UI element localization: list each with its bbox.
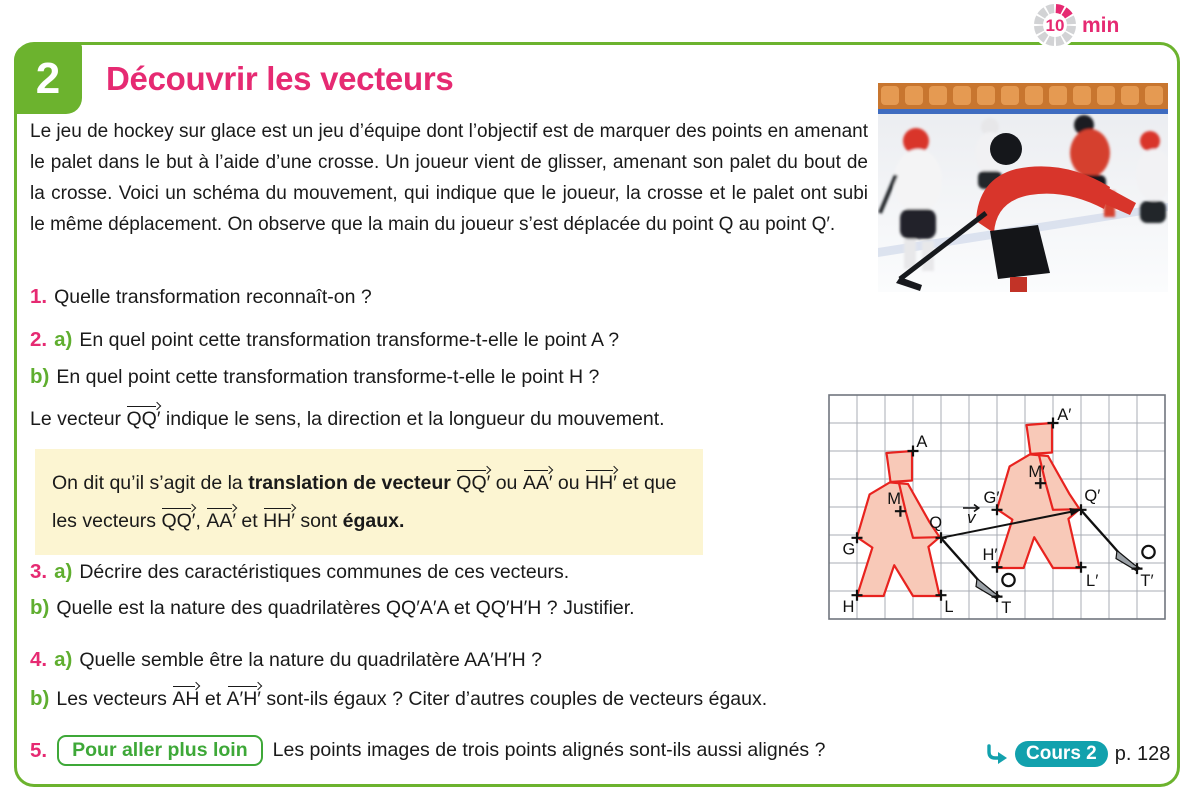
timer-segment — [1039, 18, 1041, 25]
question-letter: a) — [54, 560, 73, 583]
point-label: A — [916, 432, 928, 451]
question-letter: b) — [30, 365, 50, 388]
point-label: Q — [929, 514, 943, 532]
definition-note-box: On dit qu’il s’agit de la translation de vecteur QQ′ ou AA′ ou HH′ et que les vecteurs QQ′, AA′ et HH′ sont égaux. — [35, 449, 703, 555]
arena-seats — [878, 83, 1168, 109]
question-2a — [30, 328, 619, 352]
question-number: 4. — [30, 648, 48, 671]
question-number: 3. — [30, 560, 48, 583]
question-2b — [30, 365, 599, 389]
hockey-photo — [878, 83, 1168, 292]
question-text: Quelle est la nature des quadrilatères QQ′A′A et QQ′H′H ? Justifier. — [56, 597, 635, 619]
question-number: 2. — [30, 328, 48, 351]
point-label: L — [944, 598, 954, 616]
point-label: A′ — [1057, 406, 1072, 425]
question-text: Quelle semble être la nature du quadrilatère AA′H′H ? — [79, 649, 542, 671]
vector-v-label: v — [967, 508, 976, 527]
question-number: 5. — [30, 738, 48, 762]
vector-notation: QQ′ — [161, 510, 196, 532]
main-player-sock — [1010, 277, 1027, 292]
point-label: M′ — [1028, 462, 1046, 481]
point-label: G′ — [983, 488, 1000, 507]
point-label: G — [842, 540, 856, 559]
vector-notation: QQ′ — [126, 408, 161, 430]
rink-blue-line — [878, 109, 1168, 114]
question-3b — [30, 596, 635, 620]
timer-segment — [1064, 34, 1069, 39]
question-4a — [30, 648, 542, 672]
question-letter: b) — [30, 687, 50, 710]
redirect-arrow-icon — [985, 744, 1008, 765]
vector-sentence: Le vecteur QQ′ indique le sens, la direction et la longueur du mouvement. — [30, 408, 665, 430]
question-text: Les points images de trois points alignés sont-ils aussi alignés ? — [272, 739, 826, 761]
question-text: En quel point cette transformation transforme-t-elle le point A ? — [79, 329, 620, 351]
timer-segment — [1056, 9, 1063, 11]
point-label: H — [842, 598, 855, 616]
timer-segment — [1070, 26, 1072, 33]
timer-segment — [1064, 11, 1069, 16]
question-number: 1. — [30, 285, 48, 308]
vector-notation: AA′ — [206, 510, 236, 532]
question-letter: b) — [30, 596, 50, 619]
timer-segment — [1070, 18, 1072, 25]
page-reference: p. 128 — [1114, 742, 1171, 765]
question-5 — [30, 735, 825, 766]
timer-segment — [1056, 40, 1063, 42]
intro-paragraph: Le jeu de hockey sur glace est un jeu d’équipe dont l’objectif est de marquer des points en amenant le palet dans le but à l’aide d’une crosse. Un joueur vient de glisser, amenant son palet du bout de la crosse. Voici un schéma du mouvement, qui indique que le joueur, la crosse et le palet ont subi le même déplacement. On observe que la main du joueur s’est déplacée du point Q au point Q′. — [30, 121, 868, 235]
point-label: H′ — [982, 546, 998, 565]
question-text: Décrire des caractéristiques communes de ces vecteurs. — [79, 561, 570, 583]
course-reference — [985, 741, 1170, 767]
point-label: T — [1001, 598, 1012, 617]
question-4b — [30, 687, 767, 711]
timer-segment — [1039, 26, 1041, 33]
point-label: M — [887, 490, 901, 509]
timer-segment — [1048, 40, 1055, 42]
skater-image — [997, 423, 1155, 571]
question-text: Quelle transformation reconnaît-on ? — [54, 286, 372, 308]
question-1 — [30, 285, 372, 309]
question-text: Les vecteurs AH et A′H′ sont-ils égaux ? Citer d’autres couples de vecteurs égaux. — [56, 688, 768, 710]
vector-notation: AH — [172, 688, 200, 710]
question-letter: a) — [54, 328, 73, 351]
timer-value: 10 — [1045, 16, 1065, 35]
page-title: Découvrir les vecteurs — [106, 60, 454, 97]
question-3a — [30, 560, 569, 584]
point-label: T′ — [1140, 571, 1154, 590]
timer-badge — [1031, 1, 1119, 49]
vector-notation: AA′ — [522, 472, 553, 494]
cours-badge[interactable]: Cours 2 — [1015, 741, 1108, 767]
timer-clock-icon — [1031, 1, 1079, 49]
timer-unit: min — [1082, 14, 1120, 37]
point-label: L′ — [1086, 571, 1099, 590]
question-letter: a) — [54, 648, 73, 671]
vector-notation: HH′ — [263, 510, 295, 532]
vector-notation: A′H′ — [226, 688, 261, 710]
pour-aller-plus-loin-badge: Pour aller plus loin — [57, 735, 263, 766]
vector-notation: HH′ — [585, 472, 617, 494]
vectors-diagram — [824, 391, 1170, 623]
question-text: En quel point cette transformation transforme-t-elle le point H ? — [56, 366, 600, 388]
point-label: Q′ — [1084, 486, 1101, 505]
timer-segment — [1048, 9, 1055, 11]
exercise-number-badge: 2 — [14, 44, 82, 114]
vector-notation: QQ′ — [456, 472, 491, 494]
